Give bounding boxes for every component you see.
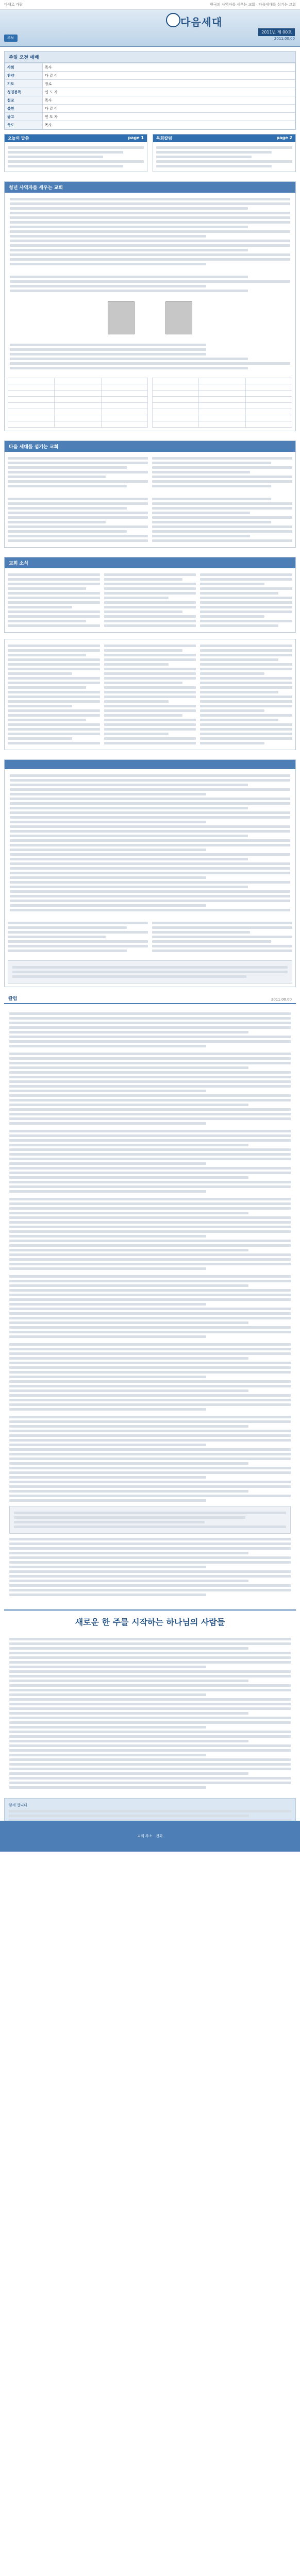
article <box>4 993 296 1601</box>
article-body <box>4 1004 296 1601</box>
masthead <box>0 10 300 47</box>
issue-number: 2011년 제 00호 <box>258 28 295 36</box>
announcements-cols <box>5 917 295 957</box>
section3-cols <box>5 452 295 493</box>
worship-row: 사회 목사 <box>5 63 295 72</box>
announcements-body <box>5 769 295 917</box>
article-date: 2011.00.00 <box>271 997 292 1002</box>
notice-right-head: 목회칼럼 page 2 <box>153 134 295 142</box>
church-logo-icon <box>166 13 180 27</box>
top-line <box>0 0 300 10</box>
closing-message <box>4 1609 296 1852</box>
section-young-ministers <box>4 181 296 431</box>
issue-date: 2011.00.00 <box>274 37 295 41</box>
worship-row: 봉헌 다 같 이 <box>5 105 295 113</box>
worship-row: 성경봉독 인 도 자 <box>5 88 295 96</box>
section-next-generation <box>4 440 296 548</box>
footer-text: 교회 주소 · 전화 <box>137 1834 163 1838</box>
notice-left-head: 오늘의 말씀 page 1 <box>5 134 147 142</box>
masthead-logo: 다음세대 <box>180 16 223 28</box>
section4-title: 교회 소식 <box>5 557 295 568</box>
top-right-text: 한국의 사역자를 세우는 교회 · 다음세대를 섬기는 교회 <box>210 3 296 7</box>
member-photo <box>108 301 135 334</box>
section2-text-2 <box>5 270 295 297</box>
worship-row: 기도 장로 <box>5 80 295 88</box>
news-grid-2 <box>5 639 295 750</box>
announcements-head <box>5 760 295 769</box>
notice-left <box>4 134 147 172</box>
section3-cols-2 <box>5 493 295 547</box>
announcements <box>4 759 296 987</box>
top-left-text: 다채로 가람 <box>4 3 23 7</box>
schedule-table-right <box>152 378 292 428</box>
section2-text <box>5 193 295 270</box>
closing-sub: 함께 합니다 <box>9 1803 28 1807</box>
section-news-2 <box>4 639 296 750</box>
notice-right <box>153 134 296 172</box>
article-callout <box>9 1506 291 1534</box>
worship-row: 축도 목사 <box>5 121 295 129</box>
masthead-tag: 주보 <box>4 35 18 42</box>
section-news <box>4 557 296 633</box>
section2-tables <box>5 375 295 431</box>
schedule-table-left <box>8 378 148 428</box>
section2-list <box>5 338 295 375</box>
article-head <box>4 993 296 1004</box>
notice-columns <box>4 134 296 172</box>
worship-row: 찬양 다 같 이 <box>5 72 295 80</box>
worship-order <box>4 51 296 130</box>
worship-row: 광고 인 도 자 <box>5 113 295 121</box>
section3-title: 다음 세대를 섬기는 교회 <box>5 441 295 452</box>
notice-left-body <box>5 142 147 172</box>
news-grid <box>5 568 295 632</box>
worship-title: 주일 오전 예배 <box>5 52 295 63</box>
announcements-note <box>8 960 292 984</box>
closing-title: 새로운 한 주를 시작하는 하나님의 사람들 <box>75 1617 225 1627</box>
article-title: 칼럼 <box>8 996 18 1002</box>
member-photo <box>165 301 192 334</box>
photo-row <box>5 297 295 338</box>
section2-title: 청년 사역자를 세우는 교회 <box>5 182 295 193</box>
notice-right-body <box>153 142 295 172</box>
worship-table <box>5 63 295 129</box>
worship-row: 설교 목사 <box>5 96 295 105</box>
footer <box>0 1821 300 1852</box>
closing-body <box>4 1633 296 1794</box>
